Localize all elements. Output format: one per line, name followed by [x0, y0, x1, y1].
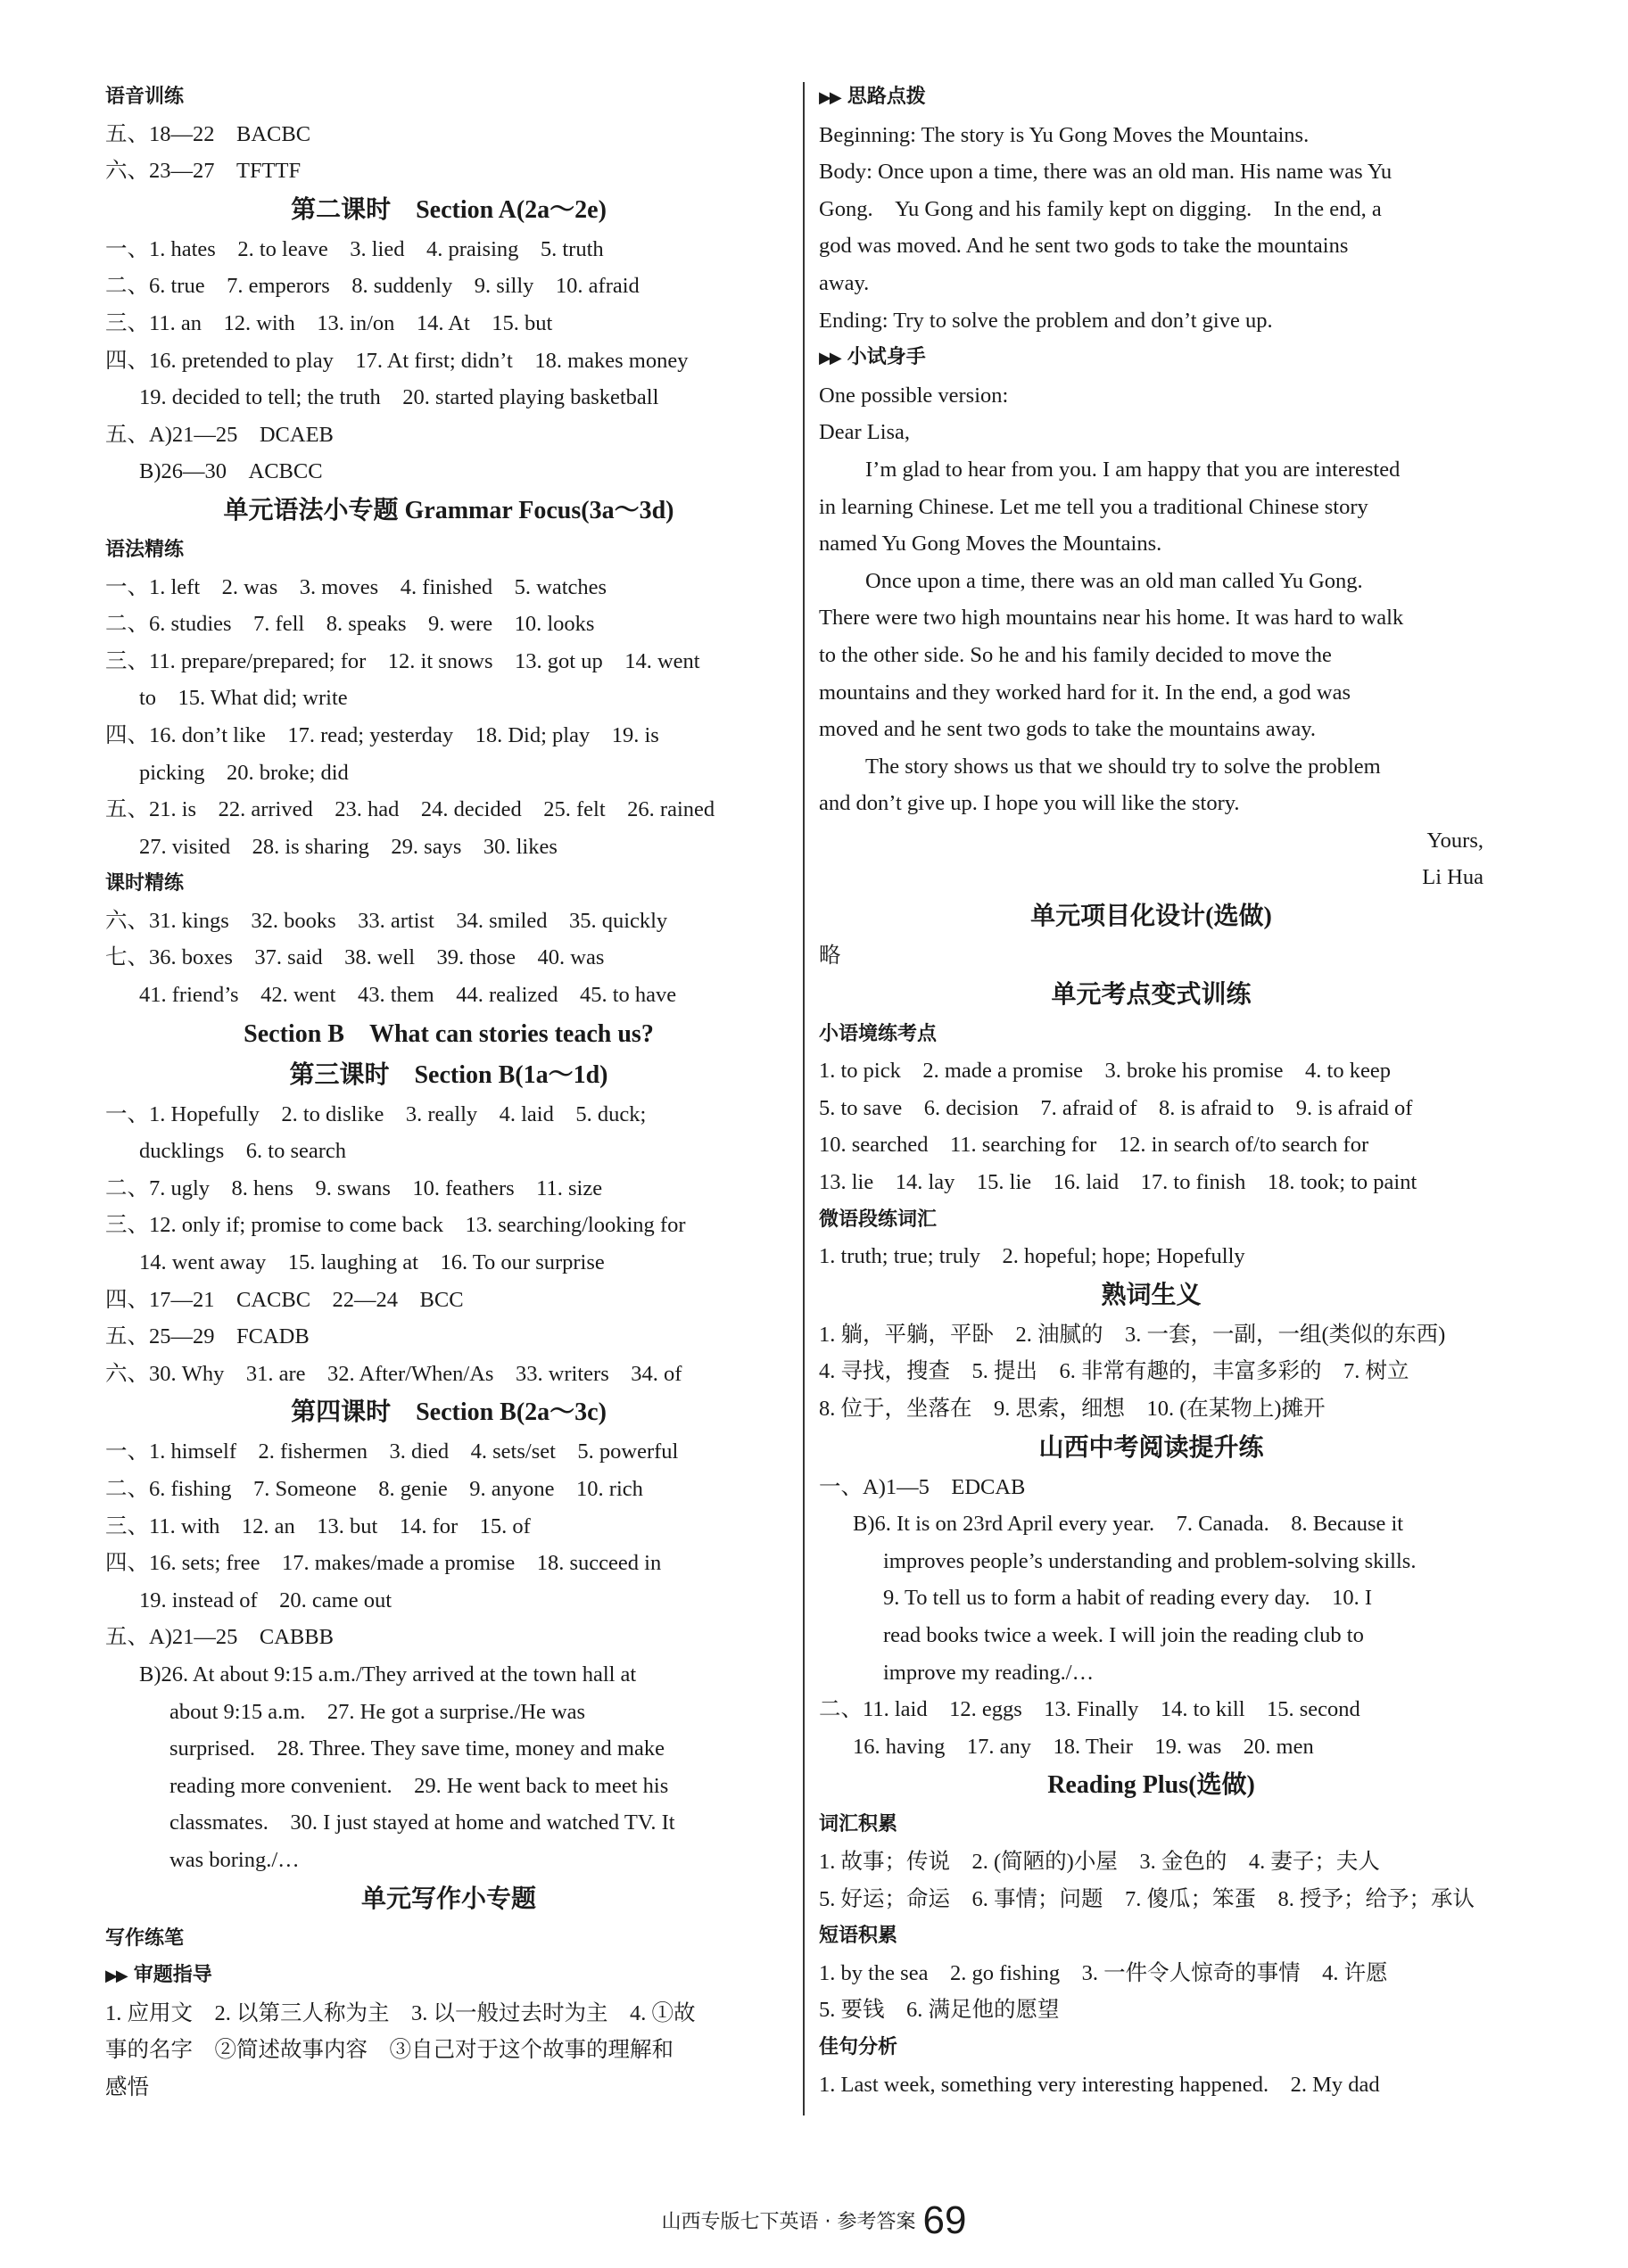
section-heading: 第四课时 Section B(2a～3c) [291, 1398, 607, 1427]
section-heading: 单元语法小专题 Grammar Focus(3a～3d) [223, 496, 674, 524]
answer-line: 六、31. kings 32. books 33. artist 34. smiled 35. quickly [105, 908, 668, 933]
column-divider [803, 82, 805, 2115]
right-column [819, 78, 1483, 2103]
answer-line: 27. visited 28. is sharing 29. says 30. likes [139, 834, 558, 859]
answer-line: 1. truth; true; truly 2. hopeful; hope; Hopefully [819, 1244, 1245, 1269]
letter-signoff: Yours, [1426, 828, 1483, 853]
answer-line: 5. 要钱 6. 满足他的愿望 [819, 1998, 1060, 2023]
section-heading: Section B What can stories teach us? [244, 1019, 654, 1048]
left-column [105, 78, 792, 2107]
section-heading: 单元项目化设计(选做) [1030, 903, 1272, 931]
answer-line: 8. 位于，坐落在 9. 思索，细想 10. (在某物上)摊开 [819, 1397, 1326, 1421]
subsection-heading: 佳句分析 [819, 2035, 898, 2058]
answer-line: 4. 寻找，搜查 5. 提出 6. 非常有趣的，丰富多彩的 7. 树立 [819, 1359, 1409, 1384]
answer-line: Beginning: The story is Yu Gong Moves the Mountains. [819, 122, 1310, 147]
answer-line: 1. 故事；传说 2. (简陋的)小屋 3. 金色的 4. 妻子；夫人 [819, 1849, 1380, 1874]
answer-line: 1. Last week, something very interesting happened. 2. My dad [819, 2072, 1380, 2097]
subsection-heading: 小语境练考点 [819, 1022, 938, 1045]
answer-line: 二、6. fishing 7. Someone 8. genie 9. anyone 10. rich [105, 1477, 643, 1501]
answer-line: classmates. 30. I just stayed at home and watched TV. It [169, 1810, 675, 1835]
answer-line: 略 [819, 944, 841, 969]
subsection-heading: 语法精练 [105, 538, 185, 561]
answer-line: mountains and they worked hard for it. In the end, a god was [819, 680, 1351, 705]
answer-line: 19. decided to tell; the truth 20. started playing basketball [139, 385, 659, 410]
answer-line: 13. lie 14. lay 15. lie 16. laid 17. to finish 18. took; to paint [819, 1170, 1417, 1195]
tip-heading [819, 78, 1483, 117]
answer-line: 二、6. studies 7. fell 8. speaks 9. were 10. looks [105, 612, 595, 637]
answer-line: ducklings 6. to search [139, 1139, 347, 1164]
answer-line: surprised. 28. Three. They save time, money and make [169, 1736, 665, 1761]
answer-line: 一、1. Hopefully 2. to dislike 3. really 4. laid 5. duck; [105, 1101, 647, 1126]
answer-line: moved and he sent two gods to take the mountains away. [819, 717, 1317, 742]
essay-line: I’m glad to hear from you. I am happy that you are interested [865, 457, 1401, 482]
answer-line: 感悟 [105, 2074, 149, 2099]
answer-line: Gong. Yu Gong and his family kept on digging. In the end, a [819, 196, 1382, 221]
tip-heading-text: 审题指导 [133, 1964, 212, 1987]
answer-line: 六、30. Why 31. are 32. After/When/As 33. writers 34. of [105, 1361, 682, 1386]
answer-line: 19. instead of 20. came out [139, 1588, 393, 1612]
answer-line: was boring./… [169, 1847, 300, 1872]
answer-line: 五、25—29 FCADB [105, 1324, 310, 1349]
answer-line: 10. searched 11. searching for 12. in search of/to search for [819, 1133, 1369, 1158]
answer-line: improves people’s understanding and problem-solving skills. [883, 1548, 1417, 1573]
answer-line: god was moved. And he sent two gods to take the mountains [819, 234, 1349, 259]
answer-line: 七、36. boxes 37. said 38. well 39. those 40. was [105, 945, 605, 970]
tip-heading [819, 339, 1483, 377]
answer-line: 14. went away 15. laughing at 16. To our surprise [139, 1250, 605, 1275]
tip-heading-text: 思路点拨 [847, 86, 926, 108]
answer-line: about 9:15 a.m. 27. He got a surprise./He was [169, 1699, 586, 1724]
essay-line: The story shows us that we should try to solve the problem [865, 754, 1381, 779]
answer-line: 一、1. hates 2. to leave 3. lied 4. praising 5. truth [105, 236, 604, 261]
answer-line: 5. 好运；命运 6. 事情；问题 7. 傻瓜；笨蛋 8. 授予；给予；承认 [819, 1886, 1475, 1911]
answer-line: 1. to pick 2. made a promise 3. broke his promise 4. to keep [819, 1059, 1391, 1084]
answer-line: to 15. What did; write [139, 686, 348, 711]
answer-line: 二、11. laid 12. eggs 13. Finally 14. to kill 15. second [819, 1697, 1360, 1722]
answer-line: 5. to save 6. decision 7. afraid of 8. is afraid to 9. is afraid of [819, 1095, 1413, 1120]
tip-heading-text: 小试身手 [847, 346, 926, 369]
footer-label: 山西专版七下英语 · 参考答案 [661, 2211, 916, 2233]
answer-line: 一、1. left 2. was 3. moves 4. finished 5. watches [105, 574, 607, 599]
double-arrow-icon: ▶▶ [819, 88, 840, 107]
answer-line: Body: Once upon a time, there was an old man. His name was Yu [819, 160, 1392, 185]
double-arrow-icon: ▶▶ [105, 1967, 127, 1986]
answer-line: 1. 躺，平躺，平卧 2. 油腻的 3. 一套，一副，一组(类似的东西) [819, 1322, 1446, 1347]
answer-line: 二、6. true 7. emperors 8. suddenly 9. silly 10. afraid [105, 274, 640, 299]
section-heading: 熟词生义 [1101, 1281, 1202, 1309]
answer-line: named Yu Gong Moves the Mountains. [819, 532, 1162, 557]
answer-line: read books twice a week. I will join the reading club to [883, 1622, 1364, 1647]
answer-line: 二、7. ugly 8. hens 9. swans 10. feathers 11. size [105, 1175, 603, 1200]
tip-heading [105, 1957, 792, 1995]
section-heading: 第三课时 Section B(1a～1d) [289, 1060, 608, 1089]
answer-line: improve my reading./… [883, 1660, 1095, 1685]
answer-line: 四、16. pretended to play 17. At first; didn’t 18. makes money [105, 348, 689, 373]
answer-line: 三、11. prepare/prepared; for 12. it snows 13. got up 14. went [105, 648, 700, 673]
essay-line: Once upon a time, there was an old man called Yu Gong. [865, 568, 1363, 593]
answer-line: 六、23—27 TFTTF [105, 159, 302, 184]
answer-line: B)6. It is on 23rd April every year. 7. Canada. 8. Because it [853, 1512, 1404, 1537]
answer-line: picking 20. broke; did [139, 760, 349, 785]
answer-line: 一、A)1—5 EDCAB [819, 1474, 1026, 1499]
answer-line: 41. friend’s 42. went 43. them 44. realized 45. to have [139, 983, 677, 1008]
answer-line: Dear Lisa, [819, 420, 911, 445]
answer-line: and don’t give up. I hope you will like the story. [819, 791, 1240, 816]
answer-line: B)26. At about 9:15 a.m./They arrived at the town hall at [139, 1662, 637, 1687]
answer-line: 四、16. sets; free 17. makes/made a promise 18. succeed in [105, 1551, 662, 1576]
double-arrow-icon: ▶▶ [819, 349, 840, 368]
answer-line: 9. To tell us to form a habit of reading every day. 10. I [883, 1586, 1373, 1611]
answer-line: 五、A)21—25 DCAEB [105, 422, 334, 447]
page-footer [0, 2198, 1628, 2243]
subsection-heading: 短语积累 [819, 1925, 898, 1948]
answer-line: 三、12. only if; promise to come back 13. searching/looking for [105, 1213, 686, 1238]
subsection-heading: 写作练笔 [105, 1926, 185, 1950]
answer-line: 1. 应用文 2. 以第三人称为主 3. 以一般过去时为主 4. ①故 [105, 2000, 696, 2025]
answer-line: 1. by the sea 2. go fishing 3. 一件令人惊奇的事情 4. 许愿 [819, 1960, 1388, 1985]
answer-line: in learning Chinese. Let me tell you a traditional Chinese story [819, 494, 1368, 519]
answer-line: 五、18—22 BACBC [105, 121, 311, 146]
answer-line: There were two high mountains near his home. It was hard to walk [819, 606, 1404, 631]
page-number: 69 [922, 2198, 967, 2242]
answer-line: away. [819, 270, 870, 295]
subsection-heading: 课时精练 [105, 872, 185, 895]
answer-line: 三、11. an 12. with 13. in/on 14. At 15. but [105, 310, 553, 335]
answer-line: 16. having 17. any 18. Their 19. was 20. men [853, 1734, 1314, 1759]
subsection-heading: 词汇积累 [819, 1813, 898, 1836]
answer-line: 一、1. himself 2. fishermen 3. died 4. sets/set 5. powerful [105, 1439, 679, 1464]
answer-line: 五、A)21—25 CABBB [105, 1625, 334, 1650]
subsection-heading: 语音训练 [105, 86, 185, 108]
section-heading: 单元写作小专题 [360, 1885, 536, 1913]
section-heading: 第二课时 Section A(2a～2e) [291, 195, 607, 224]
subsection-heading: 微语段练词汇 [819, 1208, 938, 1231]
answer-line: One possible version: [819, 383, 1009, 408]
answer-line: 四、16. don’t like 17. read; yesterday 18. Did; play 19. is [105, 722, 659, 747]
section-heading: 山西中考阅读提升练 [1038, 1433, 1264, 1462]
letter-signoff: Li Hua [1422, 865, 1483, 890]
section-heading: 单元考点变式训练 [1051, 980, 1252, 1009]
answer-line: 三、11. with 12. an 13. but 14. for 15. of [105, 1513, 531, 1538]
answer-line: 四、17—21 CACBC 22—24 BCC [105, 1287, 464, 1312]
section-heading: Reading Plus(选做) [1047, 1771, 1255, 1800]
answer-line: B)26—30 ACBCC [139, 459, 323, 484]
answer-line: to the other side. So he and his family decided to move the [819, 642, 1332, 667]
answer-line: reading more convenient. 29. He went back to meet his [169, 1773, 669, 1798]
answer-line: 五、21. is 22. arrived 23. had 24. decided 25. felt 26. rained [105, 797, 715, 822]
answer-line: 事的名字 ②简述故事内容 ③自己对于这个故事的理解和 [105, 2038, 674, 2063]
answer-line: Ending: Try to solve the problem and don’t give up. [819, 308, 1273, 333]
